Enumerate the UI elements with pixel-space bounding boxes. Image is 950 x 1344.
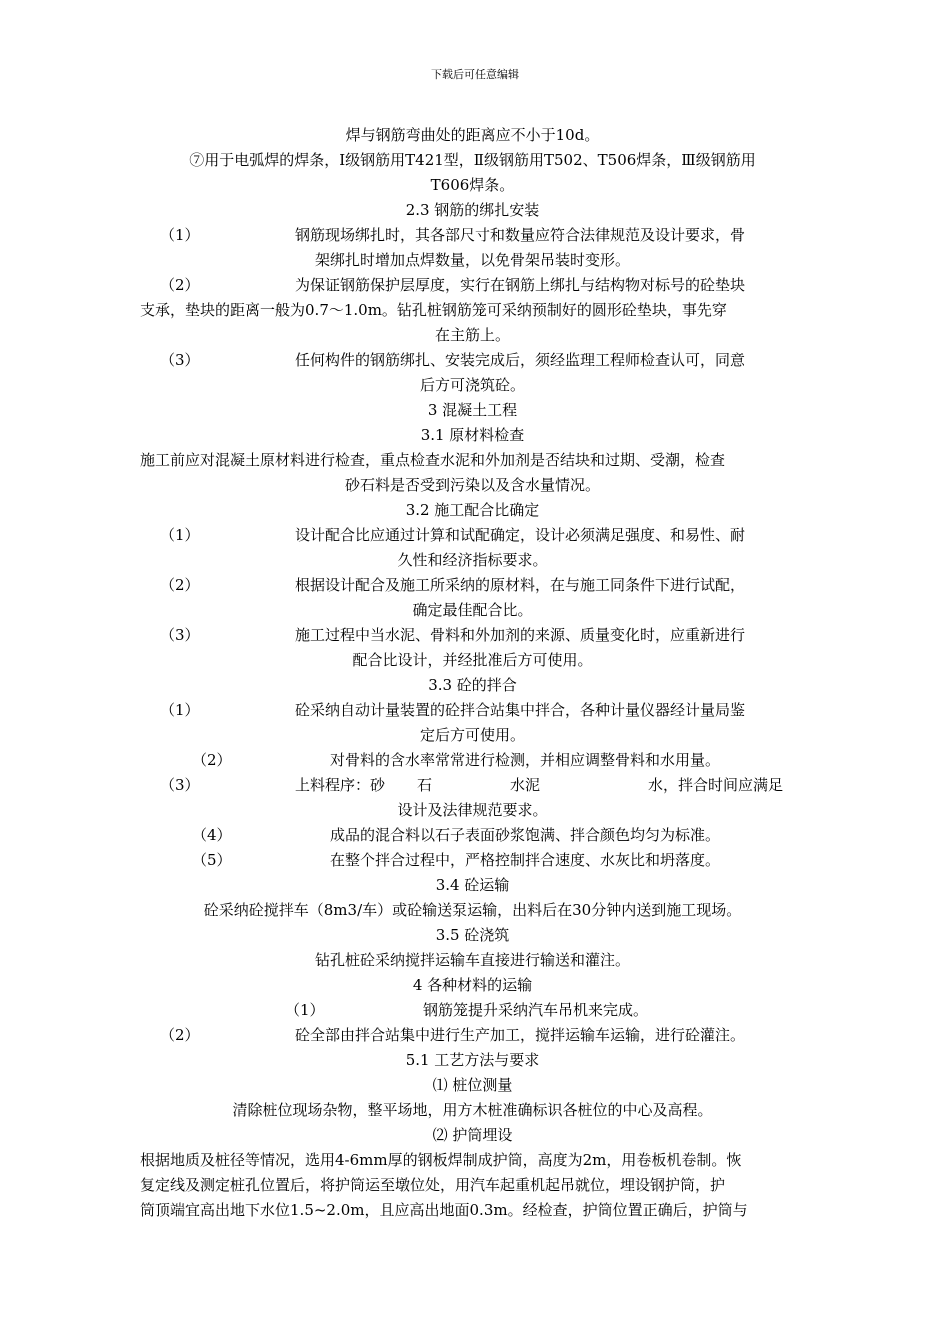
text-line: 定后方可使用。	[419, 726, 525, 744]
subsection-heading: ⑴ 桩位测量	[432, 1076, 513, 1094]
text-line: 设计及法律规范要求。	[397, 801, 548, 819]
section-heading: 3.2 施工配合比确定	[405, 501, 540, 519]
item-text: 设计配合比应通过计算和试配确定，设计必须满足强度、和易性、耐	[295, 526, 746, 544]
list-item	[140, 623, 805, 648]
text-line: 筒顶端宜高出地下水位1.5~2.0m，且应高出地面0.3m。经检查，护筒位置正确后，护筒与	[140, 1201, 748, 1219]
list-item	[140, 698, 805, 723]
item-text: 钢筋笼提升采纳汽车吊机来完成。	[423, 1001, 649, 1019]
text-line: 清除桩位现场杂物，整平场地，用方木桩准确标识各桩位的中心及高程。	[232, 1101, 713, 1119]
text-line: 砼采纳砼搅拌车（8m3/车）或砼输送泵运输，出料后在30分钟内送到施工现场。	[203, 901, 742, 919]
item-number: （1）	[285, 1001, 325, 1019]
text-line: 复定线及测定桩孔位置后，将护筒运至墩位处，用汽车起重机起吊就位，埋设钢护筒，护	[140, 1176, 726, 1194]
item-text: 为保证钢筋保护层厚度，实行在钢筋上绑扎与结构物对标号的砼垫块	[295, 276, 746, 294]
page-header: 下载后可任意编辑	[431, 68, 519, 81]
text-line: 焊与钢筋弯曲处的距离应不小于10d。	[345, 126, 600, 144]
section-heading: 2.3 钢筋的绑扎安装	[405, 201, 540, 219]
item-number: （1）	[160, 226, 200, 244]
text-line: T606焊条。	[430, 176, 515, 194]
text-line: 在主筋上。	[434, 326, 510, 344]
item-text: 在整个拌合过程中，严格控制拌合速度、水灰比和坍落度。	[330, 851, 721, 869]
list-item	[140, 848, 805, 873]
section-heading: 4 各种材料的运输	[412, 976, 533, 994]
item-text: 水，拌合时间应满足	[648, 776, 784, 794]
text-line: 架绑扎时增加点焊数量，以免骨架吊装时变形。	[314, 251, 630, 269]
item-text: 成品的混合料以石子表面砂浆饱满、拌合颜色均匀为标准。	[330, 826, 721, 844]
item-number: （1）	[160, 701, 200, 719]
item-number: （2）	[160, 276, 200, 294]
list-item	[140, 748, 805, 773]
item-number: （5）	[192, 851, 232, 869]
item-text: 任何构件的钢筋绑扎、安装完成后，须经监理工程师检查认可，同意	[295, 351, 746, 369]
list-item	[140, 823, 805, 848]
text-line: 后方可浇筑砼。	[419, 376, 525, 394]
list-item	[140, 523, 805, 548]
item-text: 施工过程中当水泥、骨料和外加剂的来源、质量变化时，应重新进行	[295, 626, 746, 644]
item-number: （3）	[160, 351, 200, 369]
item-text: 上料程序：砂	[295, 776, 386, 794]
item-text: 水泥	[510, 776, 541, 794]
text-line: 钻孔桩砼采纳搅拌运输车直接进行输送和灌注。	[314, 951, 630, 969]
item-number: （2）	[160, 1026, 200, 1044]
item-text: 石	[417, 776, 433, 794]
text-line: 砂石料是否受到污染以及含水量情况。	[344, 476, 600, 494]
section-heading: 3 混凝土工程	[427, 401, 518, 419]
item-number: （2）	[160, 576, 200, 594]
item-text: 砼采纳自动计量装置的砼拌合站集中拌合，各种计量仪器经计量局鉴	[295, 701, 746, 719]
text-line: 支承，垫块的距离一般为0.7～1.0m。钻孔桩钢筋笼可采纳预制好的圆形砼垫块，事先穿	[140, 301, 727, 319]
text-line: 根据地质及桩径等情况，选用4-6mm厚的钢板焊制成护筒，高度为2m，用卷板机卷制。恢	[140, 1151, 742, 1169]
list-item	[140, 348, 805, 373]
section-heading: 3.1 原材料检查	[420, 426, 525, 444]
item-number: （3）	[160, 626, 200, 644]
item-text: 对骨料的含水率常常进行检测，并相应调整骨料和水用量。	[330, 751, 721, 769]
list-item	[140, 1023, 805, 1048]
section-heading: 5.1 工艺方法与要求	[405, 1051, 540, 1069]
list-item	[140, 773, 805, 798]
text-line: 配合比设计，并经批准后方可使用。	[352, 651, 593, 669]
item-number: （1）	[160, 526, 200, 544]
text-line: 施工前应对混凝土原材料进行检查，重点检查水泥和外加剂是否结块和过期、受潮，检查	[140, 451, 726, 469]
item-text: 根据设计配合及施工所采纳的原材料，在与施工同条件下进行试配，	[295, 576, 746, 594]
list-item	[140, 998, 805, 1023]
item-text: 砼全部由拌合站集中进行生产加工，搅拌运输车运输，进行砼灌注。	[295, 1026, 746, 1044]
section-heading: 3.4 砼运输	[435, 876, 510, 894]
section-heading: 3.5 砼浇筑	[435, 926, 510, 944]
item-number: （4）	[192, 826, 232, 844]
list-item	[140, 223, 805, 248]
text-line: 久性和经济指标要求。	[397, 551, 548, 569]
item-number: （3）	[160, 776, 200, 794]
list-item	[140, 273, 805, 298]
text-line: 确定最佳配合比。	[412, 601, 533, 619]
item-text: 钢筋现场绑扎时，其各部尺寸和数量应符合法律规范及设计要求，骨	[295, 226, 746, 244]
list-item	[140, 573, 805, 598]
document-body	[140, 123, 805, 1223]
text-line: ⑦用于电弧焊的焊条，Ⅰ级钢筋用T421型，Ⅱ级钢筋用T502、T506焊条，Ⅲ级钢筋用	[189, 151, 756, 169]
item-number: （2）	[192, 751, 232, 769]
section-heading: 3.3 砼的拌合	[428, 676, 517, 694]
subsection-heading: ⑵ 护筒埋设	[432, 1126, 513, 1144]
